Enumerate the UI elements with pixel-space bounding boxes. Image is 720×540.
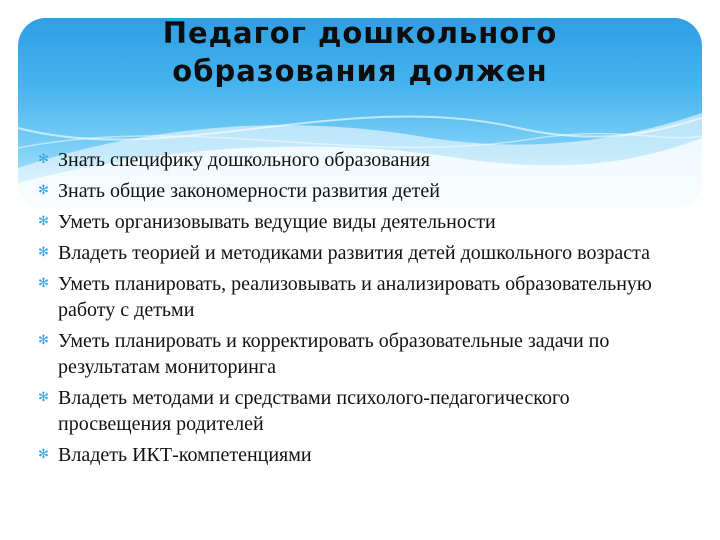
asterisk-icon: ✻ [38, 390, 49, 405]
list-item [36, 442, 676, 468]
asterisk-icon: ✻ [38, 183, 49, 198]
bullet-list [36, 147, 676, 473]
list-item [36, 271, 676, 323]
list-item-text: Владеть теорией и методиками развития детей дошкольного возраста [58, 242, 650, 264]
list-item [36, 240, 676, 266]
asterisk-icon: ✻ [38, 152, 49, 167]
list-item-text: Уметь планировать и корректировать образовательные задачи по результатам мониторинга [58, 330, 610, 378]
list-item [36, 328, 676, 380]
asterisk-icon: ✻ [38, 214, 49, 229]
list-item-text: Уметь организовывать ведущие виды деятельности [58, 211, 496, 233]
asterisk-icon: ✻ [38, 276, 49, 291]
asterisk-icon: ✻ [38, 333, 49, 348]
list-item-text: Владеть ИКТ-компетенциями [58, 444, 312, 466]
asterisk-icon: ✻ [38, 245, 49, 260]
list-item [36, 178, 676, 204]
list-item [36, 385, 676, 437]
title-line-1: Педагог дошкольного [162, 16, 558, 50]
list-item-text: Уметь планировать, реализовывать и анализировать образовательную работу с детьми [58, 273, 652, 321]
list-item [36, 209, 676, 235]
list-item-text: Владеть методами и средствами психолого-педагогического просвещения родителей [58, 387, 570, 435]
asterisk-icon: ✻ [38, 447, 49, 462]
slide-title [0, 14, 720, 90]
list-item-text: Знать специфику дошкольного образования [58, 149, 430, 171]
list-item [36, 147, 676, 173]
title-line-2: образования должен [172, 54, 548, 88]
list-item-text: Знать общие закономерности развития детей [58, 180, 440, 202]
